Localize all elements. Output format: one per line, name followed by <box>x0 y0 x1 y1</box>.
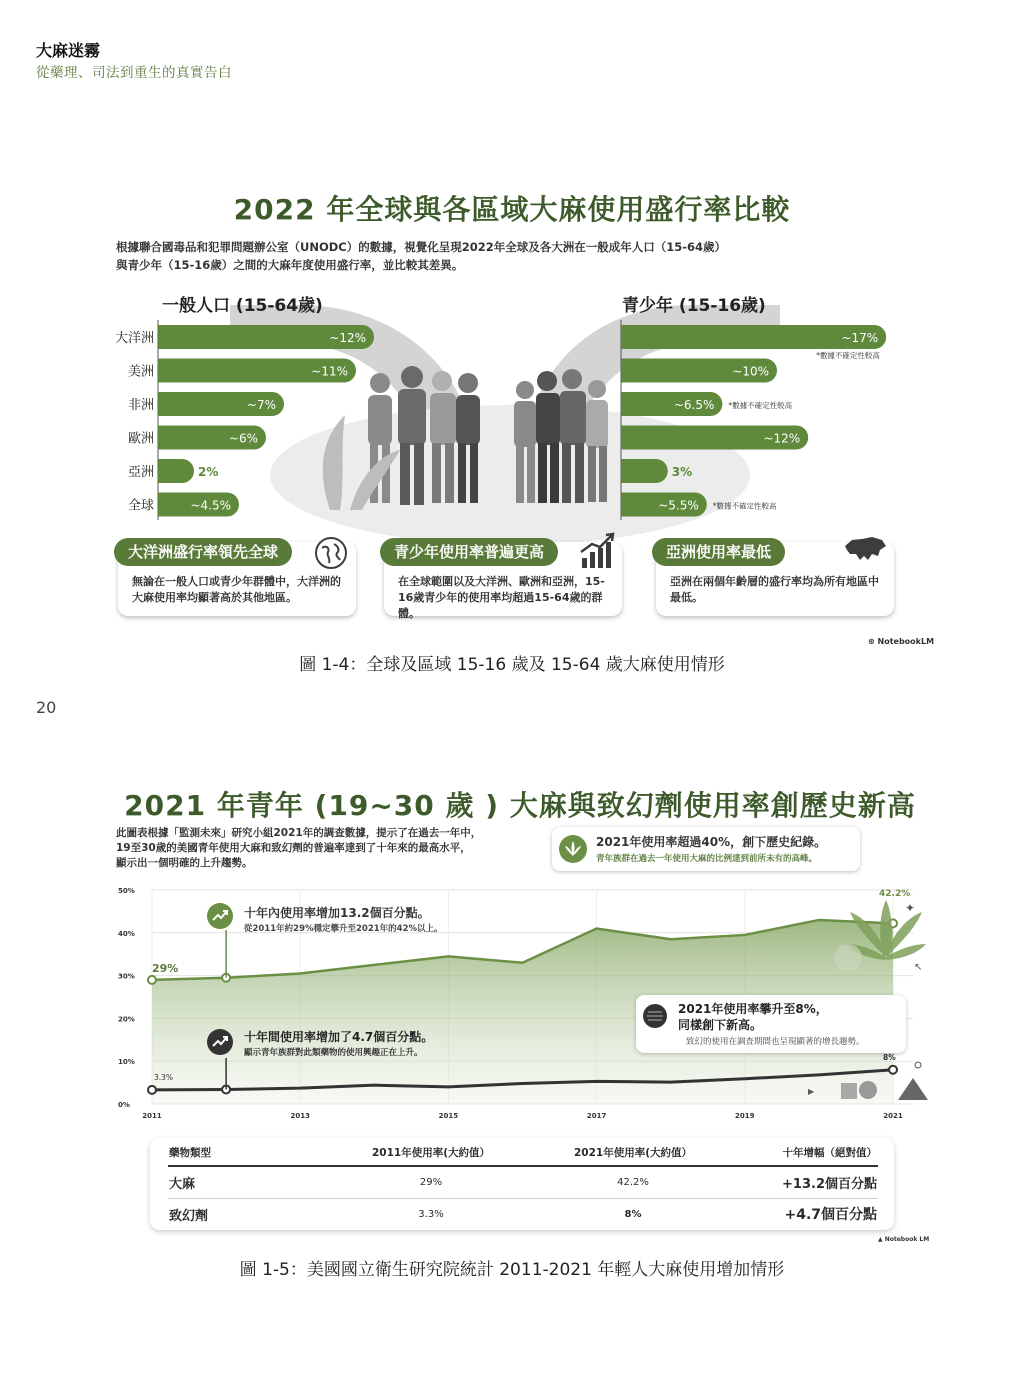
general-population-header: 一般人口 (15-64歲) <box>162 296 323 316</box>
card-body-line: 無論在一般人口或青少年群體中，大洋洲的 <box>132 575 341 588</box>
table-row <box>168 1198 878 1230</box>
bar-label-youth: 3% <box>671 465 693 479</box>
figure2-description-line: 19至30歲的美國青年使用大麻和致幻劑的普遍率達到了十年來的最高水平， <box>116 842 471 854</box>
pattern-badge-icon <box>642 1003 668 1029</box>
table-header: 藥物類型 <box>169 1147 211 1159</box>
figure2-description <box>116 826 556 871</box>
y-tick-label: 0% <box>118 1101 130 1109</box>
table-header: 2011年使用率(大約值） <box>371 1147 491 1159</box>
x-tick-label: 2019 <box>735 1112 755 1120</box>
decor-circle <box>834 944 862 972</box>
insight-card-oceania <box>118 542 356 616</box>
card-body <box>670 574 879 606</box>
table-cell: +4.7個百分點 <box>784 1207 877 1224</box>
table-cell: 大麻 <box>169 1176 196 1192</box>
decor-dot <box>915 1062 921 1068</box>
bar-label-general: ~12% <box>329 331 366 345</box>
bar-general <box>158 459 194 483</box>
table-cell: 42.2% <box>617 1176 649 1188</box>
figure2-watermark <box>878 1236 929 1243</box>
uncertainty-note: *數據不確定性較高 <box>712 501 777 511</box>
card-body-line: 亞洲在兩個年齡層的盛行率均為所有地區中 <box>670 575 879 588</box>
callout-decade-hallucinogen <box>206 1028 506 1068</box>
cannabis-marker-2011 <box>148 976 156 984</box>
table-cell: 致幻劑 <box>169 1208 209 1224</box>
x-tick-label: 2011 <box>142 1112 162 1120</box>
trend-up-icon <box>206 1028 234 1056</box>
book-subtitle: 從藥理、司法到重生的真實告白 <box>36 65 232 81</box>
notebooklm-icon: ⊛ <box>868 637 878 646</box>
bar-label-youth: ~12% <box>763 431 801 446</box>
figure2-caption: 圖 1-5：美國國立衛生研究院統計 2011-2021 年輕人大麻使用增加情形 <box>239 1260 785 1280</box>
hallucinogen-marker-2011 <box>148 1086 156 1094</box>
card-body <box>132 574 341 606</box>
insight-card-asia <box>656 542 894 616</box>
cannabis-badge-icon <box>558 834 588 864</box>
bar-label-general: ~7% <box>246 398 276 412</box>
trend-chart-icon <box>578 532 616 570</box>
region-label: 非洲 <box>127 398 154 413</box>
watermark-text: Notebook LM <box>884 1236 930 1243</box>
figure1-chart <box>100 285 930 550</box>
region-label: 大洋洲 <box>114 331 154 346</box>
table-header: 2021年使用率(大約值） <box>573 1147 693 1159</box>
callout-2021-record <box>552 827 860 871</box>
callout-title <box>678 1001 828 1033</box>
table-cell: 29% <box>419 1176 443 1188</box>
card-title: 大洋洲盛行率領先全球 <box>114 538 292 566</box>
bar-label-general: ~4.5% <box>190 498 231 513</box>
x-tick-label: 2017 <box>586 1112 607 1120</box>
decor-grey-circle <box>859 1081 877 1099</box>
card-title: 亞洲使用率最低 <box>652 538 785 566</box>
card-body <box>398 574 622 622</box>
card-body-line: 16歲青少年的使用率均超過15-64歲的群體。 <box>398 591 603 620</box>
card-body-line: 大麻使用率均顯著高於其他地區。 <box>132 591 297 604</box>
uncertainty-note: *數據不確定性較高 <box>728 401 793 410</box>
y-tick-label: 30% <box>118 972 135 981</box>
arrow-icon: ↖ <box>914 962 923 973</box>
table-header: 十年增幅（絕對值） <box>782 1147 877 1159</box>
figure1-title: 2022 年全球與各區域大麻使用盛行率比較 <box>233 193 791 226</box>
x-tick-label: 2013 <box>290 1112 310 1120</box>
trend-up-icon <box>206 902 234 930</box>
figure2-title: 2021 年青年 (19~30 歲 ) 大麻與致幻劑使用率創歷史新高 <box>124 789 916 822</box>
x-tick-label: 2021 <box>883 1112 903 1120</box>
y-tick-label: 20% <box>118 1015 135 1024</box>
table-cell: 3.3% <box>418 1208 444 1220</box>
callout-title: 2021年使用率超過40%，創下歷史紀錄。 <box>596 835 827 849</box>
uncertainty-note: *數據不確定性較高 <box>816 351 880 360</box>
region-label: 亞洲 <box>127 465 154 480</box>
card-title: 青少年使用率普遍更高 <box>380 538 558 566</box>
bar-label-youth: ~17% <box>841 331 879 345</box>
play-icon: ▶ <box>808 1087 815 1096</box>
sparkle-icon: ✦ <box>905 901 916 915</box>
bar-label-youth: ~5.5% <box>658 498 699 513</box>
comparison-table <box>150 1138 894 1230</box>
cannabis-2021-label: 42.2% <box>879 889 911 899</box>
figure1-description-line: 根據聯合國毒品和犯罪問題辦公室（UNODC）的數據，視覺化呈現2022年全球及各大洲在一般成年人口（15-64歲） <box>116 240 727 254</box>
figure2-description-line: 顯示出一個明確的上升趨勢。 <box>116 857 253 869</box>
table-cell: 8% <box>624 1208 642 1220</box>
y-tick-label: 10% <box>118 1058 135 1067</box>
figure1-watermark <box>868 637 934 646</box>
bar-label-youth: ~10% <box>732 364 769 379</box>
hallucinogen-2021-label: 8% <box>883 1052 896 1062</box>
callout-body: 從2011年約29%穩定攀升至2021年的42%以上。 <box>244 924 443 934</box>
asia-map-icon <box>842 534 888 568</box>
region-label: 歐洲 <box>127 431 154 447</box>
hallucinogen-marker-2021 <box>889 1066 897 1074</box>
region-label: 全球 <box>127 498 154 514</box>
bar-label-general: 2% <box>198 465 219 479</box>
figure1-caption: 圖 1-4：全球及區域 15-16 歲及 15-64 歲大麻使用情形 <box>299 655 725 675</box>
triangle-decoration <box>898 1078 928 1100</box>
youth-header: 青少年 (15-16歲) <box>622 296 766 316</box>
table-cell: +13.2個百分點 <box>782 1176 877 1192</box>
y-tick-label: 50% <box>118 887 135 895</box>
watermark-text: NotebookLM <box>877 637 935 646</box>
bar-label-youth: ~6.5% <box>673 398 715 412</box>
hallucinogen-2011-label: 3.3% <box>154 1072 174 1082</box>
callout-title-line: 2021年使用率攀升至8%， <box>678 1002 828 1016</box>
callout-title: 十年間使用率增加了4.7個百分點。 <box>244 1030 434 1044</box>
callout-decade-cannabis <box>206 902 506 942</box>
figure1-description <box>116 238 916 274</box>
figure1-description-line: 與青少年（15-16歲）之間的大麻年度使用盛行率，並比較其差異。 <box>116 258 464 272</box>
cannabis-2011-label: 29% <box>152 961 179 975</box>
insight-card-youth <box>384 542 622 620</box>
callout-hallucinogen-2021 <box>636 995 906 1053</box>
callout-body: 顯示青年族群對此類藥物的使用興趣正在上升。 <box>244 1048 423 1058</box>
book-title: 大麻迷霧 <box>36 41 101 60</box>
callout-body: 青年族群在過去一年使用大麻的比例達到前所未有的高峰。 <box>596 854 818 864</box>
page-number: 20 <box>36 698 57 717</box>
callout-body: 致幻的使用在調查期間也呈現顯著的增長趨勢。 <box>686 1037 865 1047</box>
y-tick-label: 40% <box>118 929 135 938</box>
card-body-line: 最低。 <box>670 591 703 604</box>
figure2-description-line: 此圖表根據「監測未來」研究小組2021年的調查數據，提示了在過去一年中， <box>116 827 482 839</box>
region-label: 美洲 <box>127 364 154 380</box>
table-row <box>168 1166 878 1198</box>
card-body-line: 在全球範圍以及大洋洲、歐洲和亞洲，15- <box>398 575 605 588</box>
callout-title-line: 同樣創下新高。 <box>678 1018 763 1032</box>
callout-title: 十年內使用率增加13.2個百分點。 <box>244 906 430 920</box>
comparison-table-grid <box>168 1140 878 1230</box>
x-tick-label: 2015 <box>438 1112 459 1120</box>
notebooklm-icon: ▲ <box>878 1236 885 1243</box>
bar-youth <box>621 459 668 483</box>
globe-icon <box>314 536 348 570</box>
pattern-square <box>841 1083 857 1099</box>
bar-label-general: ~11% <box>311 364 348 379</box>
bar-label-general: ~6% <box>228 431 258 446</box>
table-header-row <box>168 1140 878 1166</box>
